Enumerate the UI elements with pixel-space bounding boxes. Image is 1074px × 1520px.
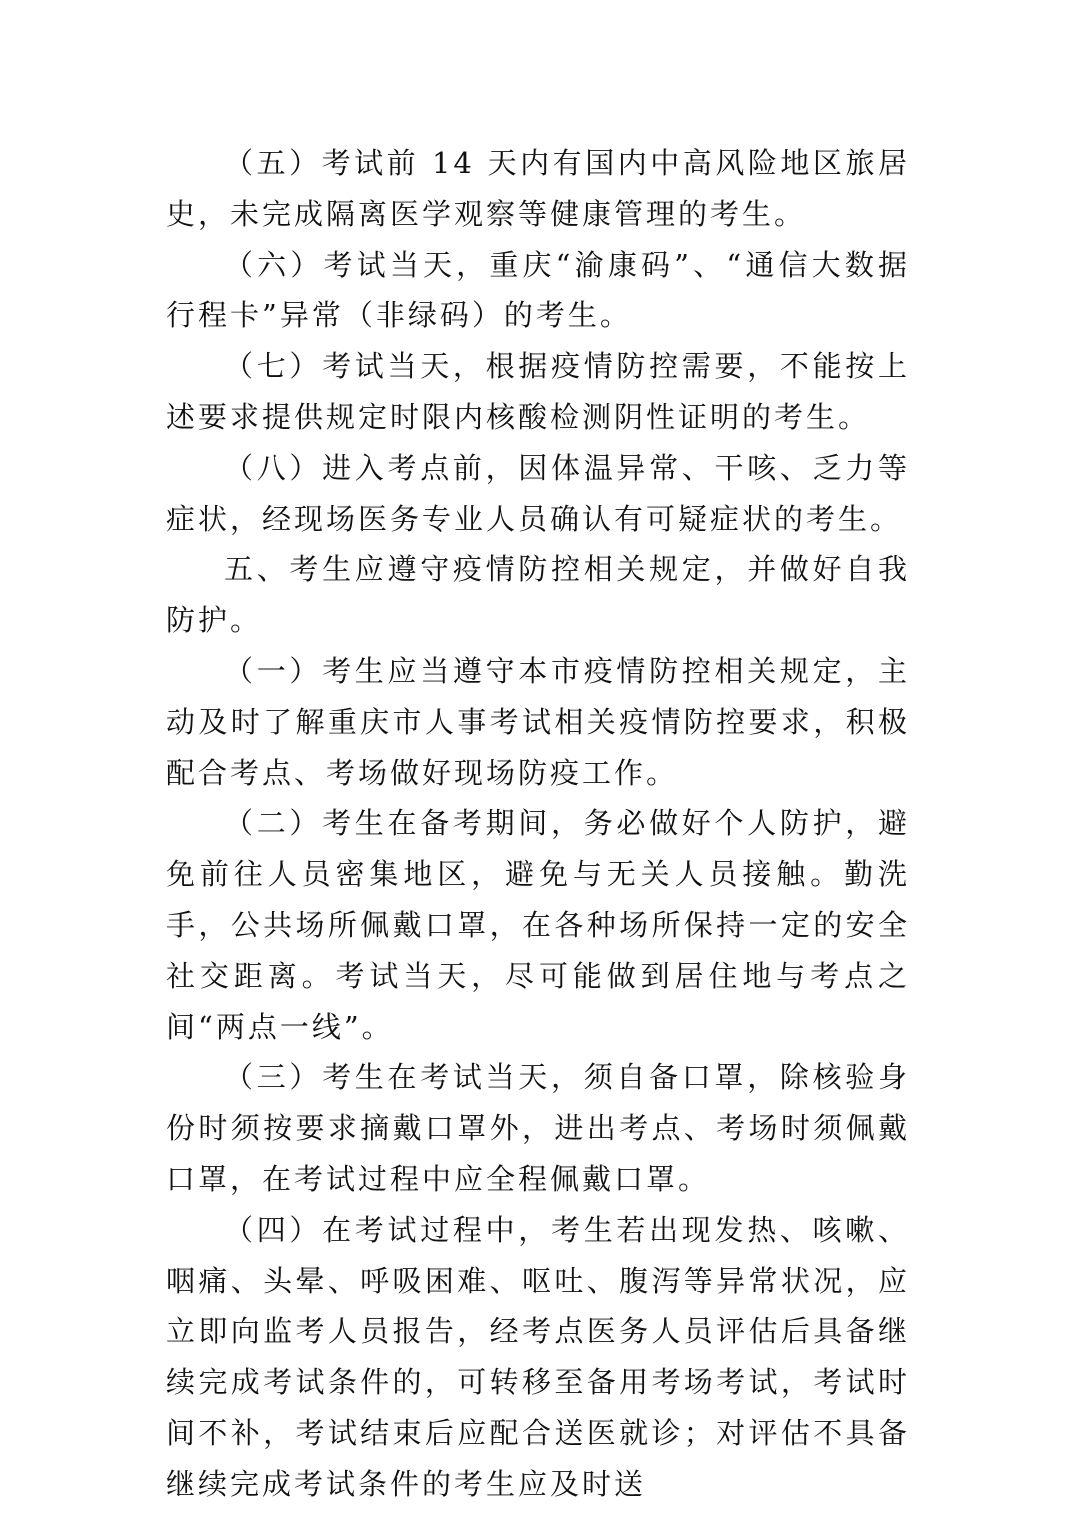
paragraph-protection-2: （二）考生在备考期间，务必做好个人防护，避免前往人员密集地区，避免与无关人员接触。勤洗手，公共场所佩戴口罩，在各种场所保持一定的安全社交距离。考试当天，尽可能做到居住地与考点之间“两点一线”。 [166, 806, 910, 1044]
paragraph-item-5-prohibited: （五）考试前 14 天内有国内中高风险地区旅居史，未完成隔离医学观察等健康管理的考生。 [166, 146, 910, 231]
document-body [166, 138, 910, 1510]
section-heading-5: 五、考生应遵守疫情防控相关规定，并做好自我防护。 [166, 552, 910, 638]
paragraph-item-6-prohibited: （六）考试当天，重庆“渝康码”、“通信大数据行程卡”异常（非绿码）的考生。 [166, 247, 910, 333]
paragraph-protection-4: （四）在考试过程中，考生若出现发热、咳嗽、咽痛、头晕、呼吸困难、呕吐、腹泻等异常状况，应立即向监考人员报告，经考点医务人员评估后具备继续完成考试条件的，可转移至备用考场考试，考试时间不补，考试结束后应配合送医就诊；对评估不具备继续完成考试条件的考生应及时送 [166, 1212, 910, 1501]
paragraph-item-8-prohibited: （八）进入考点前，因体温异常、干咳、乏力等症状，经现场医务专业人员确认有可疑症状的考生。 [166, 450, 910, 536]
paragraph-item-7-prohibited: （七）考试当天，根据疫情防控需要，不能按上述要求提供规定时限内核酸检测阴性证明的考生。 [166, 349, 910, 434]
paragraph-protection-3: （三）考生在考试当天，须自备口罩，除核验身份时须按要求摘戴口罩外，进出考点、考场时须佩戴口罩，在考试过程中应全程佩戴口罩。 [166, 1060, 910, 1196]
paragraph-protection-1: （一）考生应当遵守本市疫情防控相关规定，主动及时了解重庆市人事考试相关疫情防控要求，积极配合考点、考场做好现场防疫工作。 [166, 653, 910, 790]
